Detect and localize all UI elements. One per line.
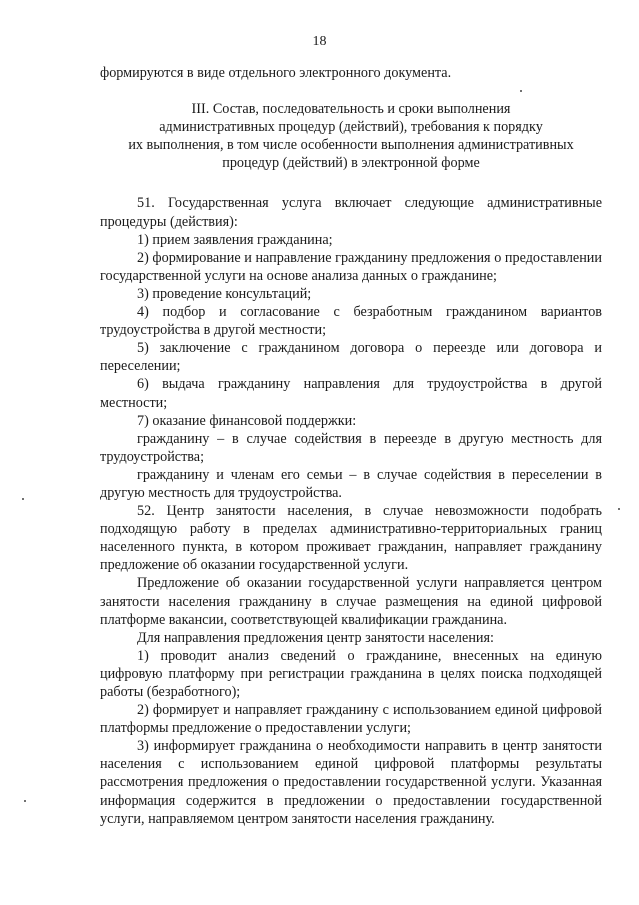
- section-title-line: административных процедур (действий), требования к порядку: [159, 119, 543, 136]
- paragraph-51: 51. Государственная услуга включает следующие административные процедуры (действия):: [100, 195, 602, 230]
- list-item-1: 1) прием заявления гражданина;: [137, 231, 333, 248]
- list-item-7: 7) оказание финансовой поддержки:: [137, 412, 357, 429]
- document-body: [100, 64, 602, 828]
- lead-line: формируются в виде отдельного электронного документа.: [100, 65, 452, 81]
- list-item-5: 5) заключение с гражданином договора о переезде или договора и переселении;: [100, 340, 602, 375]
- section-title-line: процедур (действий) в электронной форме: [222, 155, 480, 172]
- sub-item-family: гражданину и членам его семьи – в случае содействия в переселении в другую местность для трудоустройства.: [100, 466, 602, 501]
- scan-speck: [24, 800, 26, 802]
- list-item-4: 4) подбор и согласование с безработным гражданином вариантов трудоустройства в другой местности;: [100, 304, 602, 339]
- scan-speck: [520, 90, 522, 92]
- section-title: [100, 100, 602, 172]
- sub-item-citizen: гражданину – в случае содействия в переезде в другую местность для трудоустройства;: [100, 430, 602, 465]
- procedure-item-3: 3) информирует гражданина о необходимости направить в центр занятости населения с использованием единой цифровой платформы результаты рассмотрения предложения о предоставлении государственной услуги. Указанная информация содержится в предложении о предоставлении государственной услуги, направляемом центром занятости населения гражданину.: [100, 738, 602, 827]
- section-title-line: их выполнения, в том числе особенности выполнения административных: [128, 137, 574, 154]
- section-title-line: III. Состав, последовательность и сроки выполнения: [191, 101, 511, 118]
- page-number: 18: [312, 34, 327, 49]
- list-item-6: 6) выдача гражданину направления для трудоустройства в другой местности;: [100, 376, 602, 411]
- procedure-item-2: 2) формирует и направляет гражданину с использованием единой цифровой платформы предложение о предоставлении услуги;: [100, 702, 602, 737]
- scan-speck: [22, 498, 24, 500]
- procedure-item-1: 1) проводит анализ сведений о гражданине, внесенных на единую цифровую платформу при регистрации гражданина в целях поиска подходящей работы (безработного);: [100, 647, 602, 700]
- list-item-3: 3) проведение консультаций;: [137, 285, 312, 302]
- paragraph-52: 52. Центр занятости населения, в случае невозможности подобрать подходящую работу в пределах административно-территориальных границ населенного пункта, в котором проживает гражданин, направляет гражданину предложение об оказании государственной услуги.: [100, 503, 602, 574]
- paragraph-procedure: Для направления предложения центр занятости населения:: [137, 629, 494, 646]
- scan-speck: [618, 508, 620, 510]
- paragraph-offer: Предложение об оказании государственной услуги направляется центром занятости населения гражданину в случае размещения на единой цифровой платформе вакансии, соответствующей квалификации гражданина.: [100, 575, 602, 628]
- list-item-2: 2) формирование и направление гражданину предложения о предоставлении государственной услуги на основе анализа данных о гражданине;: [100, 249, 602, 284]
